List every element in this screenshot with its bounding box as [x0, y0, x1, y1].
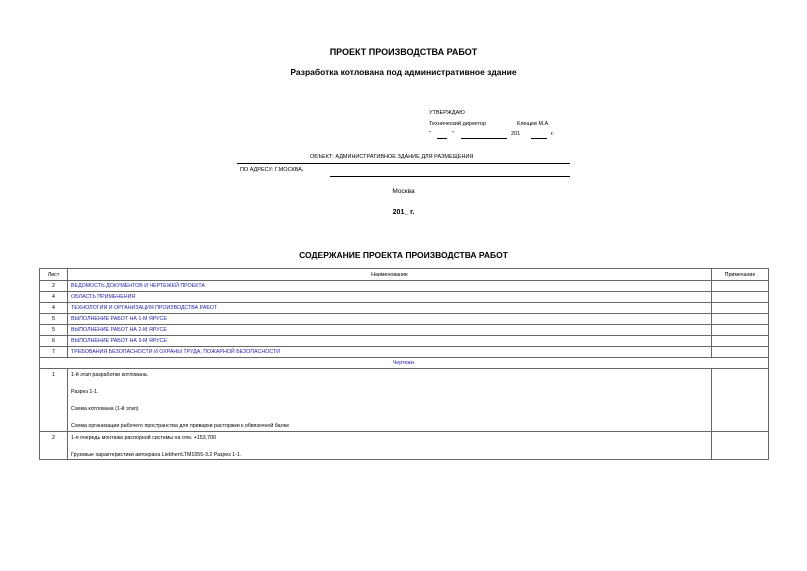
col-sheet: Лист — [40, 269, 68, 281]
table-row[interactable] — [40, 314, 769, 325]
col-note: Примечание — [712, 269, 769, 281]
address-label: ПО АДРЕСУ: Г.МОСКВА, — [240, 167, 304, 173]
drawing-line: 1-й этап разработки котлована. — [71, 372, 149, 378]
month-blank — [461, 138, 507, 139]
approve-label: УТВЕРЖДАЮ — [429, 110, 465, 116]
row-note — [712, 303, 769, 314]
row-sheet: 4 — [40, 292, 68, 303]
drawing-line — [71, 379, 708, 388]
project-subtitle: Разработка котлована под административное здание — [290, 67, 517, 77]
row-note — [712, 281, 769, 292]
table-row[interactable] — [40, 292, 769, 303]
row-sheet: 6 — [40, 336, 68, 347]
row-sheet: 2 — [40, 281, 68, 292]
row-note — [712, 292, 769, 303]
drawings-header-row[interactable] — [40, 358, 769, 369]
year: 201_ г. — [392, 209, 415, 216]
col-name: Наименование — [68, 269, 712, 281]
object-underline — [237, 163, 570, 164]
date-quote-open: " — [429, 131, 431, 137]
drawing-row — [40, 369, 769, 432]
row-note — [712, 325, 769, 336]
drawing-line — [71, 396, 708, 405]
row-link[interactable]: ВЫПОЛНЕНИЕ РАБОТ НА 3-М ЯРУСЕ — [68, 336, 712, 347]
row-link[interactable]: ВЕДОМОСТЬ ДОКУМЕНТОВ И ЧЕРТЕЖЕЙ ПРОЕКТА — [68, 281, 712, 292]
row-link[interactable]: ВЫПОЛНЕНИЕ РАБОТ НА 1-М ЯРУСЕ — [68, 314, 712, 325]
drawings-link[interactable]: Чертежи. — [40, 358, 769, 369]
drawing-line: Разрез 1-1. — [71, 389, 99, 395]
table-row[interactable] — [40, 325, 769, 336]
year-prefix: 201 — [511, 131, 521, 137]
row-link[interactable]: ВЫПОЛНЕНИЕ РАБОТ НА 2-М ЯРУСЕ — [68, 325, 712, 336]
city: Москва — [392, 188, 415, 195]
contents-title: СОДЕРЖАНИЕ ПРОЕКТА ПРОИЗВОДСТВА РАБОТ — [299, 250, 508, 260]
row-note — [712, 314, 769, 325]
drawing-line — [71, 441, 708, 450]
row-note — [712, 347, 769, 358]
table-row[interactable] — [40, 347, 769, 358]
year-blank — [531, 138, 547, 139]
drawing-line — [71, 413, 708, 422]
contents-table — [39, 268, 769, 460]
row-note — [712, 431, 769, 460]
table-row[interactable] — [40, 336, 769, 347]
drawing-list — [68, 431, 712, 460]
project-title: ПРОЕКТ ПРОИЗВОДСТВА РАБОТ — [329, 47, 478, 57]
address-underline — [330, 176, 570, 177]
drawing-list — [68, 369, 712, 432]
drawing-row — [40, 431, 769, 460]
row-sheet: 2 — [40, 431, 68, 460]
row-note — [712, 369, 769, 432]
row-link[interactable]: ТРЕБОВАНИЯ БЕЗОПАСНОСТИ И ОХРАНЫ ТРУДА, ПОЖАРНОЙ БЕЗОПАСНОСТИ — [68, 347, 712, 358]
drawing-line: 1-я очередь монтажа распорной системы на отм. +153,700 — [71, 434, 216, 441]
day-blank — [437, 138, 447, 139]
drawing-line: Схема котлована (1-й этап) — [71, 406, 139, 412]
row-sheet: 5 — [40, 325, 68, 336]
approver-position: Технический директор — [429, 121, 487, 127]
row-sheet: 4 — [40, 303, 68, 314]
row-link[interactable]: ОБЛАСТЬ ПРИМЕНЕНИЯ — [68, 292, 712, 303]
object-label: ОБЪЕКТ: АДМИНИСТРАТИВНОЕ ЗДАНИЕ ДЛЯ РАЗМЕЩЕНИЯ — [310, 154, 474, 160]
row-sheet: 1 — [40, 369, 68, 432]
approver-name: Клещев М.А. — [517, 121, 550, 127]
table-row[interactable] — [40, 281, 769, 292]
table-header-row — [40, 269, 769, 281]
date-quote-close: " — [452, 131, 454, 137]
row-note — [712, 336, 769, 347]
table-row[interactable] — [40, 303, 769, 314]
row-link[interactable]: ТЕХНОЛОГИЯ И ОРГАНИЗАЦИЯ ПРОИЗВОДСТВА РАБОТ — [68, 303, 712, 314]
row-sheet: 7 — [40, 347, 68, 358]
drawing-line: Грузовые характеристики автокрана LiebherrLTM1055-3.2 Разрез 1-1. — [71, 451, 242, 458]
year-suffix: г. — [551, 131, 554, 137]
drawing-line: Схема организации рабочего пространства для приварки расторжки к обвязочной балке — [71, 423, 290, 429]
row-sheet: 5 — [40, 314, 68, 325]
